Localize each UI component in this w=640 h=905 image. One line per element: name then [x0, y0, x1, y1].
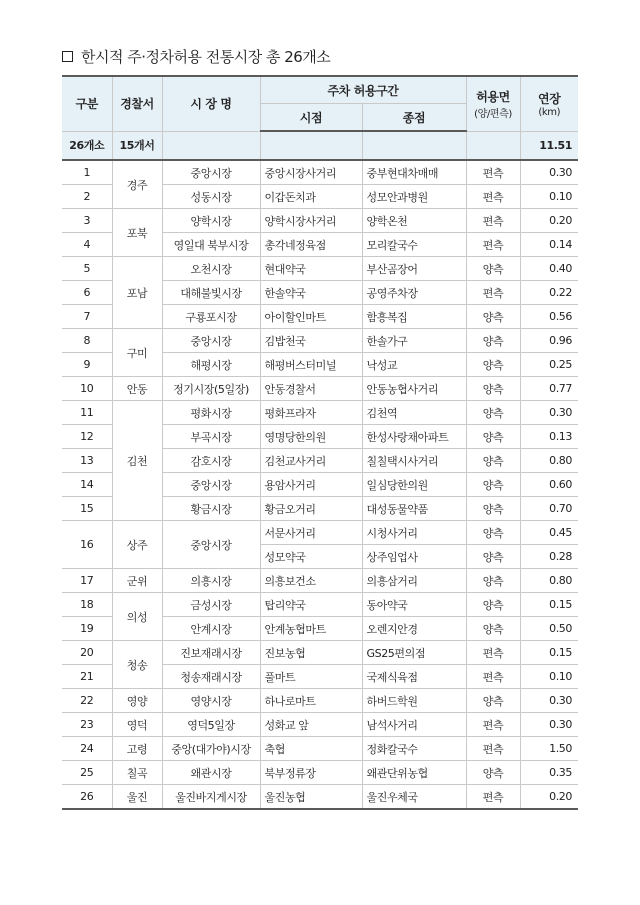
- summary-stations: 15개서: [112, 131, 162, 160]
- cell-market: 양학시장: [162, 209, 260, 233]
- cell-start: 중앙시장사거리: [260, 160, 362, 185]
- cell-market: 중앙시장: [162, 521, 260, 569]
- cell-end: 상주임업사: [362, 545, 466, 569]
- cell-start: 하나로마트: [260, 689, 362, 713]
- cell-market: 구룡포시장: [162, 305, 260, 329]
- cell-side: 편측: [466, 785, 520, 810]
- cell-side: 편측: [466, 233, 520, 257]
- cell-length: 0.40: [520, 257, 578, 281]
- cell-side: 편측: [466, 737, 520, 761]
- cell-start: 진보농협: [260, 641, 362, 665]
- cell-market: 해평시장: [162, 353, 260, 377]
- cell-length: 0.77: [520, 377, 578, 401]
- cell-side: 양측: [466, 545, 520, 569]
- cell-length: 0.70: [520, 497, 578, 521]
- cell-side: 양측: [466, 497, 520, 521]
- cell-side: 편측: [466, 209, 520, 233]
- cell-no: 12: [62, 425, 112, 449]
- cell-side: 편측: [466, 713, 520, 737]
- cell-station: 군위: [112, 569, 162, 593]
- cell-market: 중앙시장: [162, 473, 260, 497]
- cell-station: 고령: [112, 737, 162, 761]
- cell-no: 14: [62, 473, 112, 497]
- cell-market: 중앙시장: [162, 160, 260, 185]
- table-row: [62, 785, 578, 810]
- cell-start: 김밥천국: [260, 329, 362, 353]
- cell-no: 4: [62, 233, 112, 257]
- cell-side: 양측: [466, 257, 520, 281]
- cell-start: 성화교 앞: [260, 713, 362, 737]
- cell-end: 한성사랑채아파트: [362, 425, 466, 449]
- document-title: [62, 46, 330, 67]
- table-row: [62, 377, 578, 401]
- cell-no: 6: [62, 281, 112, 305]
- cell-start: 양학시장사거리: [260, 209, 362, 233]
- cell-end: 정화칼국수: [362, 737, 466, 761]
- table-body: [62, 131, 578, 809]
- cell-length: 0.25: [520, 353, 578, 377]
- checkbox-icon: [62, 51, 73, 62]
- cell-end: 왜관단위농협: [362, 761, 466, 785]
- header-length-unit: (km): [538, 106, 561, 118]
- cell-market: 정기시장(5일장): [162, 377, 260, 401]
- cell-length: 0.10: [520, 665, 578, 689]
- cell-market: 오천시장: [162, 257, 260, 281]
- cell-side: 편측: [466, 665, 520, 689]
- table-row: [62, 761, 578, 785]
- table-row: [62, 401, 578, 425]
- cell-station: 경주: [112, 160, 162, 209]
- cell-market: 영덕5일장: [162, 713, 260, 737]
- cell-end: 일심당한의원: [362, 473, 466, 497]
- cell-side: 양측: [466, 329, 520, 353]
- cell-side: 편측: [466, 281, 520, 305]
- header-side-sub: (양/편측): [474, 108, 512, 120]
- cell-station: 영양: [112, 689, 162, 713]
- table-row: [62, 689, 578, 713]
- cell-no: 25: [62, 761, 112, 785]
- cell-market: 부곡시장: [162, 425, 260, 449]
- cell-side: 양측: [466, 305, 520, 329]
- table-row: [62, 713, 578, 737]
- cell-length: 0.20: [520, 785, 578, 810]
- cell-length: 0.30: [520, 689, 578, 713]
- cell-length: 0.13: [520, 425, 578, 449]
- cell-side: 양측: [466, 353, 520, 377]
- header-section: 주차 허용구간: [260, 76, 466, 104]
- cell-end: 국제식육점: [362, 665, 466, 689]
- header-start: 시점: [260, 104, 362, 132]
- cell-end: 부산곰장어: [362, 257, 466, 281]
- cell-end: 김천역: [362, 401, 466, 425]
- cell-no: 10: [62, 377, 112, 401]
- cell-station: 영덕: [112, 713, 162, 737]
- cell-station: 구미: [112, 329, 162, 377]
- cell-market: 금성시장: [162, 593, 260, 617]
- cell-end: 대성동물약품: [362, 497, 466, 521]
- cell-end: 성모안과병원: [362, 185, 466, 209]
- cell-length: 0.50: [520, 617, 578, 641]
- cell-start: 영명당한의원: [260, 425, 362, 449]
- cell-length: 0.60: [520, 473, 578, 497]
- cell-start: 축협: [260, 737, 362, 761]
- cell-no: 8: [62, 329, 112, 353]
- cell-start: 성모약국: [260, 545, 362, 569]
- header-no: 구분: [62, 76, 112, 131]
- cell-market: 의흥시장: [162, 569, 260, 593]
- cell-station: 울진: [112, 785, 162, 810]
- cell-side: 양측: [466, 449, 520, 473]
- cell-end: 낙성교: [362, 353, 466, 377]
- cell-no: 15: [62, 497, 112, 521]
- cell-start: 안계농협마트: [260, 617, 362, 641]
- cell-no: 18: [62, 593, 112, 617]
- cell-station: 상주: [112, 521, 162, 569]
- cell-length: 0.20: [520, 209, 578, 233]
- cell-market: 감호시장: [162, 449, 260, 473]
- cell-end: GS25편의점: [362, 641, 466, 665]
- cell-length: 1.50: [520, 737, 578, 761]
- table-row: [62, 209, 578, 233]
- cell-length: 0.45: [520, 521, 578, 545]
- cell-end: 함흥복집: [362, 305, 466, 329]
- cell-no: 5: [62, 257, 112, 281]
- cell-side: 양측: [466, 761, 520, 785]
- cell-station: 의성: [112, 593, 162, 641]
- cell-length: 0.30: [520, 713, 578, 737]
- cell-length: 0.14: [520, 233, 578, 257]
- cell-length: 0.28: [520, 545, 578, 569]
- summary-row: [62, 131, 578, 160]
- cell-side: 양측: [466, 689, 520, 713]
- cell-end: 공영주차장: [362, 281, 466, 305]
- summary-total: 11.51: [520, 131, 578, 160]
- cell-length: 0.30: [520, 160, 578, 185]
- table-row: [62, 329, 578, 353]
- cell-no: 16: [62, 521, 112, 569]
- header-station: 경찰서: [112, 76, 162, 131]
- cell-no: 22: [62, 689, 112, 713]
- header-length: [520, 76, 578, 131]
- cell-market: 진보재래시장: [162, 641, 260, 665]
- cell-start: 울진농협: [260, 785, 362, 810]
- cell-station: 안동: [112, 377, 162, 401]
- cell-length: 0.80: [520, 449, 578, 473]
- cell-length: 0.10: [520, 185, 578, 209]
- cell-start: 해평버스터미널: [260, 353, 362, 377]
- header-length-label: 연장: [538, 91, 561, 106]
- cell-side: 양측: [466, 401, 520, 425]
- cell-end: 하버드학원: [362, 689, 466, 713]
- cell-start: 탑리약국: [260, 593, 362, 617]
- table-row: [62, 257, 578, 281]
- cell-no: 11: [62, 401, 112, 425]
- header-side: [466, 76, 520, 131]
- cell-end: 남석사거리: [362, 713, 466, 737]
- cell-station: 김천: [112, 401, 162, 521]
- cell-side: 양측: [466, 569, 520, 593]
- title-text: 한시적 주·정차허용 전통시장 총 26개소: [81, 48, 331, 66]
- cell-start: 한솔약국: [260, 281, 362, 305]
- cell-market: 왜관시장: [162, 761, 260, 785]
- cell-market: 중앙(대가야)시장: [162, 737, 260, 761]
- cell-station: 포북: [112, 209, 162, 257]
- cell-market: 울진바지게시장: [162, 785, 260, 810]
- cell-start: 서문사거리: [260, 521, 362, 545]
- cell-no: 19: [62, 617, 112, 641]
- cell-end: 동아약국: [362, 593, 466, 617]
- cell-market: 영일대 북부시장: [162, 233, 260, 257]
- cell-end: 안동농협사거리: [362, 377, 466, 401]
- table-row: [62, 593, 578, 617]
- cell-market: 중앙시장: [162, 329, 260, 353]
- market-parking-table: [62, 75, 578, 810]
- cell-end: 양학온천: [362, 209, 466, 233]
- cell-side: 양측: [466, 521, 520, 545]
- cell-no: 1: [62, 160, 112, 185]
- summary-count: 26개소: [62, 131, 112, 160]
- cell-no: 24: [62, 737, 112, 761]
- cell-side: 양측: [466, 473, 520, 497]
- cell-no: 7: [62, 305, 112, 329]
- cell-side: 편측: [466, 185, 520, 209]
- header-side-label: 허용면: [476, 89, 510, 104]
- cell-start: 김천교사거리: [260, 449, 362, 473]
- cell-start: 현대약국: [260, 257, 362, 281]
- cell-side: 양측: [466, 617, 520, 641]
- cell-end: 시청사거리: [362, 521, 466, 545]
- cell-no: 20: [62, 641, 112, 665]
- cell-station: 청송: [112, 641, 162, 689]
- cell-side: 양측: [466, 425, 520, 449]
- cell-start: 의흥보건소: [260, 569, 362, 593]
- cell-end: 칠칠택시사거리: [362, 449, 466, 473]
- cell-no: 21: [62, 665, 112, 689]
- table-row: [62, 641, 578, 665]
- cell-market: 대해불빛시장: [162, 281, 260, 305]
- cell-no: 26: [62, 785, 112, 810]
- cell-side: 편측: [466, 160, 520, 185]
- cell-length: 0.22: [520, 281, 578, 305]
- cell-no: 9: [62, 353, 112, 377]
- table-row: [62, 569, 578, 593]
- cell-start: 아이할인마트: [260, 305, 362, 329]
- cell-end: 모리칼국수: [362, 233, 466, 257]
- cell-start: 평화프라자: [260, 401, 362, 425]
- cell-no: 2: [62, 185, 112, 209]
- cell-end: 울진우체국: [362, 785, 466, 810]
- cell-side: 양측: [466, 377, 520, 401]
- cell-market: 성동시장: [162, 185, 260, 209]
- cell-start: 북부정류장: [260, 761, 362, 785]
- cell-length: 0.15: [520, 593, 578, 617]
- cell-market: 안계시장: [162, 617, 260, 641]
- cell-length: 0.80: [520, 569, 578, 593]
- table-row: [62, 160, 578, 185]
- cell-market: 청송재래시장: [162, 665, 260, 689]
- table-row: [62, 521, 578, 545]
- cell-end: 오렌지안경: [362, 617, 466, 641]
- cell-length: 0.56: [520, 305, 578, 329]
- cell-station: 포남: [112, 257, 162, 329]
- cell-start: 이갑돈치과: [260, 185, 362, 209]
- cell-start: 안동경찰서: [260, 377, 362, 401]
- cell-end: 한솔가구: [362, 329, 466, 353]
- cell-length: 0.15: [520, 641, 578, 665]
- cell-length: 0.30: [520, 401, 578, 425]
- cell-no: 23: [62, 713, 112, 737]
- cell-no: 13: [62, 449, 112, 473]
- cell-start: 풀마트: [260, 665, 362, 689]
- cell-market: 영양시장: [162, 689, 260, 713]
- cell-start: 황금오거리: [260, 497, 362, 521]
- header-market: 시 장 명: [162, 76, 260, 131]
- cell-start: 용암사거리: [260, 473, 362, 497]
- header-end: 종점: [362, 104, 466, 132]
- cell-length: 0.96: [520, 329, 578, 353]
- cell-no: 17: [62, 569, 112, 593]
- cell-side: 편측: [466, 641, 520, 665]
- cell-side: 양측: [466, 593, 520, 617]
- cell-end: 의흥삼거리: [362, 569, 466, 593]
- cell-no: 3: [62, 209, 112, 233]
- cell-length: 0.35: [520, 761, 578, 785]
- cell-market: 황금시장: [162, 497, 260, 521]
- cell-market: 평화시장: [162, 401, 260, 425]
- cell-station: 칠곡: [112, 761, 162, 785]
- cell-start: 총각네정육점: [260, 233, 362, 257]
- table-row: [62, 737, 578, 761]
- cell-end: 중부현대차매매: [362, 160, 466, 185]
